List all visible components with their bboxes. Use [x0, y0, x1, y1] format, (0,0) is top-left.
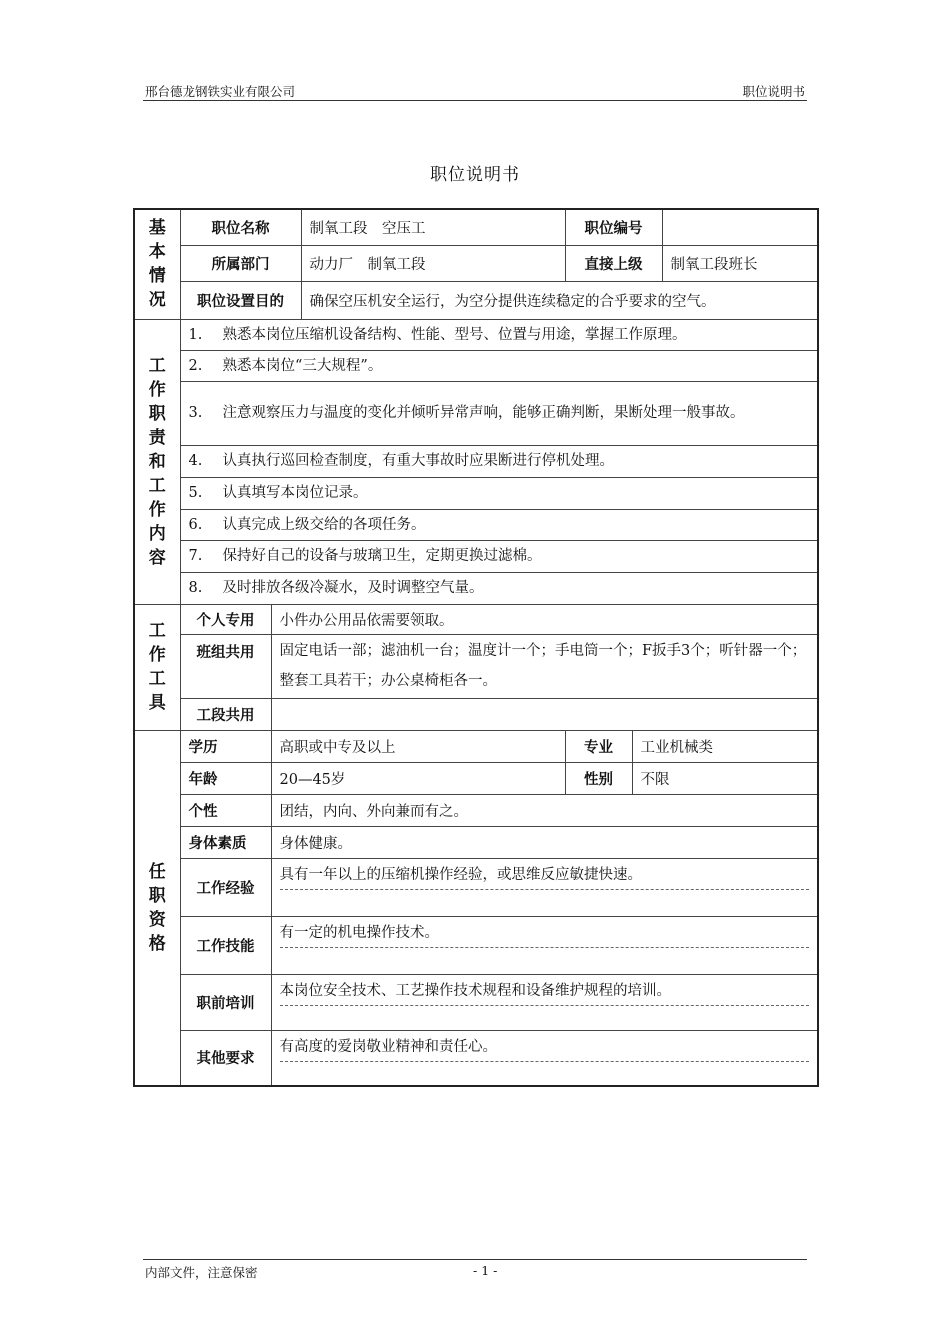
page-footer: [143, 1259, 807, 1280]
major-label: 专业: [565, 730, 632, 762]
experience: 具有一年以上的压缩机操作经验，或思维反应敏捷快速。: [280, 863, 810, 890]
duty-item: [180, 445, 818, 477]
team-tools: 固定电话一部；滤油机一台；温度计一个；手电筒一个；F扳手3个；听针器一个；整套工具若干；办公桌椅柜各一。: [271, 634, 818, 698]
personal-tools: 小件办公用品依需要领取。: [271, 604, 818, 634]
team-tools-label: 班组共用: [180, 634, 271, 698]
duty-item: [180, 572, 818, 604]
duty-number: 1.: [188, 326, 203, 343]
education-label: 学历: [180, 730, 271, 762]
duty-item: [180, 540, 818, 572]
confidential-note: 内部文件，注意保密: [145, 1265, 258, 1280]
supervisor-label: 直接上级: [565, 245, 662, 281]
skills-label: 工作技能: [180, 916, 271, 974]
page-header: [143, 82, 807, 101]
duty-item: [180, 509, 818, 540]
duty-text: 熟悉本岗位“三大规程”。: [222, 357, 383, 374]
section-basic-label: 基本情况: [148, 218, 166, 311]
experience-label: 工作经验: [180, 858, 271, 916]
training: 本岗位安全技术、工艺操作技术规程和设备维护规程的培训。: [280, 979, 810, 1006]
section-qualifications: [134, 730, 180, 1086]
age: 20—45岁: [271, 762, 565, 794]
duty-text: 认真填写本岗位记录。: [222, 485, 368, 501]
duty-number: 6.: [188, 516, 203, 533]
document-type: 职位说明书: [742, 84, 805, 99]
duty-number: 7.: [188, 548, 203, 564]
section-tools-shared-label: 工段共用: [180, 698, 271, 730]
company-name: 邢台德龙钢铁实业有限公司: [145, 84, 296, 99]
duty-item: [180, 350, 818, 381]
position-code-label: 职位编号: [565, 209, 662, 245]
skills-cell: [271, 916, 818, 974]
duty-text: 及时排放各级冷凝水，及时调整空气量。: [222, 580, 484, 596]
section-qualifications-label: 任职资格: [148, 861, 166, 954]
position-code: [662, 209, 818, 245]
section-tools-shared: [271, 698, 818, 730]
gender: 不限: [632, 762, 818, 794]
duty-item: [180, 381, 818, 445]
duty-text: 保持好自己的设备与玻璃卫生，定期更换过滤棉。: [222, 548, 542, 564]
duty-number: 3.: [188, 405, 203, 421]
duty-number: 8.: [188, 580, 203, 596]
other-requirements: 有高度的爱岗敬业精神和责任心。: [280, 1035, 810, 1062]
page-number: - 1 -: [473, 1263, 498, 1278]
job-description-table: [133, 208, 819, 1087]
section-duties-label: 工作职责和工作内容: [148, 355, 166, 568]
duty-text: 认真完成上级交给的各项任务。: [222, 516, 426, 533]
section-tools-label: 工作工具: [148, 621, 166, 713]
section-duties: [134, 319, 180, 604]
duty-text: 注意观察压力与温度的变化并倾听异常声响，能够正确判断，果断处理一般事故。: [222, 405, 745, 421]
duty-number: 5.: [188, 485, 203, 501]
training-cell: [271, 974, 818, 1030]
duty-item: [180, 319, 818, 350]
other-label: 其他要求: [180, 1030, 271, 1086]
duty-number: 2.: [188, 357, 203, 374]
other-cell: [271, 1030, 818, 1086]
experience-cell: [271, 858, 818, 916]
personal-tools-label: 个人专用: [180, 604, 271, 634]
position-name: 制氧工段 空压工: [301, 209, 565, 245]
section-basic: [134, 209, 180, 319]
purpose-label: 职位设置目的: [180, 281, 301, 319]
major: 工业机械类: [632, 730, 818, 762]
duty-item: [180, 477, 818, 509]
health-label: 身体素质: [180, 826, 271, 858]
gender-label: 性别: [565, 762, 632, 794]
department-label: 所属部门: [180, 245, 301, 281]
duty-text: 熟悉本岗位压缩机设备结构、性能、型号、位置与用途，掌握工作原理。: [222, 326, 687, 343]
training-label: 职前培训: [180, 974, 271, 1030]
duty-number: 4.: [188, 453, 203, 469]
education: 高职或中专及以上: [271, 730, 565, 762]
duty-text: 认真执行巡回检查制度，有重大事故时应果断进行停机处理。: [222, 453, 614, 469]
section-tools: [134, 604, 180, 730]
department: 动力厂 制氧工段: [301, 245, 565, 281]
purpose: 确保空压机安全运行，为空分提供连续稳定的合乎要求的空气。: [301, 281, 818, 319]
page-title: 职位说明书: [430, 165, 520, 185]
skills: 有一定的机电操作技术。: [280, 921, 810, 948]
position-name-label: 职位名称: [180, 209, 301, 245]
supervisor: 制氧工段班长: [662, 245, 818, 281]
age-label: 年龄: [180, 762, 271, 794]
personality: 团结，内向、外向兼而有之。: [271, 794, 818, 826]
health: 身体健康。: [271, 826, 818, 858]
personality-label: 个性: [180, 794, 271, 826]
